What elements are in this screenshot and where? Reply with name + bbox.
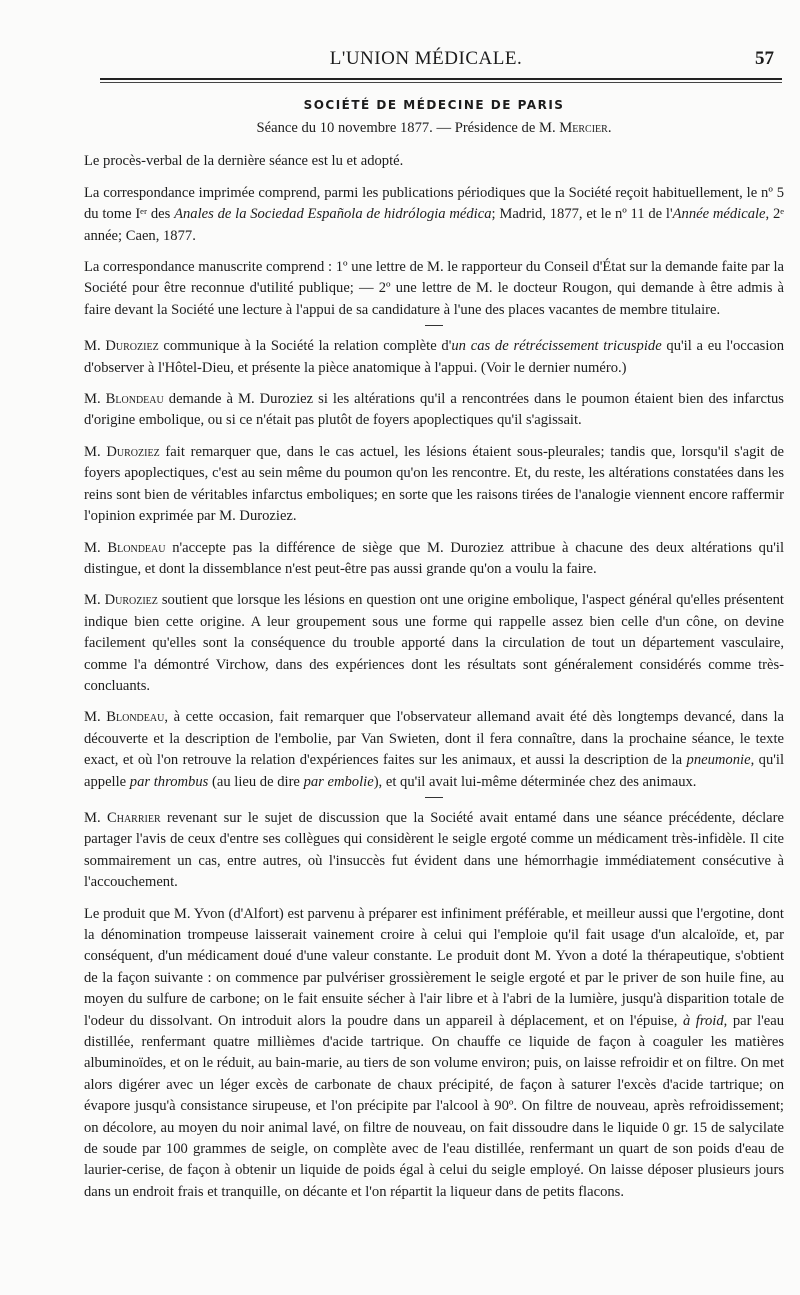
text-run: communique à la Société la relation complète d' <box>158 338 452 355</box>
text-run: M. <box>84 709 107 726</box>
text-run: , qu'il appelle <box>84 752 784 790</box>
paragraph <box>84 590 784 697</box>
paragraph <box>84 904 784 1204</box>
paragraph <box>84 336 784 379</box>
paragraph <box>84 538 784 581</box>
text-run: La correspondance manuscrite comprend : 1º une lettre de M. le rapporteur du Conseil d'État sur la demande faite par la Société pour être reconnue d'utilité publique; — 2º une lettre de M. le docteur Rougon, qui demande à être admis à faire devant la Société une lecture à l'appui de sa candidature à l'une des places vacantes de membre titulaire. <box>84 259 784 318</box>
text-run: ), et qu'il avait lui-même déterminée chez des animaux. <box>373 773 697 790</box>
text-run: demande à M. Duroziez si les altérations qu'il a rencontrées dans le poumon étaient bien des infarctus d'origine embolique, ou si ce n'était pas plutôt de foyers apoplectiques qu'il s'agissait. <box>84 391 784 429</box>
paragraph <box>84 442 784 528</box>
italic-text: Anales de la Sociedad Española de hidrólogia médica <box>174 206 492 223</box>
text-run: M. <box>84 443 107 460</box>
header-rule <box>100 78 782 80</box>
speaker-name: Duroziez <box>105 338 159 355</box>
text-run: M. <box>84 391 106 408</box>
italic-text: pneumonie <box>686 752 751 769</box>
text-run: , à cette occasion, fait remarquer que l'observateur allemand avait été dès longtemps devancé, dans la découverte et la description de l'embolie, par Van Swieten, dont il fera connaître, dans la prochaine séance, le texte exact, et où l'on retrouve la relation d'expériences faites sur les animaux, et aussi la description de la <box>84 709 784 769</box>
text-run: M. <box>84 539 108 556</box>
session-suffix: . <box>607 120 612 136</box>
text-run: n'accepte pas la différence de siège que M. Duroziez attribue à chacune des deux altérations qu'il distingue, et dont la dissemblance n'est peut-être pas aussi grande qu'on a voulu la faire. <box>84 539 785 577</box>
text-run: (au lieu de dire <box>208 773 304 790</box>
paragraph <box>84 151 784 172</box>
speaker-name: Duroziez <box>106 443 160 460</box>
italic-text: par embolie <box>303 773 374 790</box>
paragraph <box>84 389 784 432</box>
text-run: M. <box>84 338 106 355</box>
running-title: L'UNION MÉDICALE. <box>329 48 523 69</box>
paragraph <box>84 183 784 247</box>
text-run: Le procès-verbal de la dernière séance est lu et adopté. <box>84 153 404 170</box>
speaker-name: Duroziez <box>104 592 158 609</box>
speaker-name: Charrier <box>107 809 161 826</box>
running-head <box>70 46 782 76</box>
speaker-name: Blondeau <box>106 709 165 726</box>
text-run: Le produit que M. Yvon (d'Alfort) est parvenu à préparer est infiniment préférable, et meilleur aussi que l'ergotine, dont la dénomination trompeuse laisserait vainement croire à celui qui l'emploie qu'il fait usage d'un alcaloïde, et, par conséquent, d'un médicament doué d'une valeur constante. Le produit dont M. Yvon a doté la thérapeutique, s'obtient de la façon suivante : on commence par pulvériser grossièrement le seigle ergoté et par le priver de son huile fine, au moyen du sulfure de carbone; on le fait ensuite sécher à l'air libre et à l'abri de la lumière, jusqu'à disparition totale de l'odeur du dissolvant. On introduit alors la poudre dans un appareil à déplacement, et on l'épuise, <box>84 905 784 1029</box>
text-run: La correspondance imprimée comprend, parmi les publications périodiques que la Société reçoit habituellement, le nº 5 du tome Iᵉʳ des <box>84 184 784 223</box>
text-run: soutient que lorsque les lésions en question ont une origine embolique, l'aspect général qu'elles présentent indique bien cette origine. A leur groupement sous une forme qui rappelle assez bien celle d'un cône, on devine facilement qu'elles sont la conséquence du trouble apporté dans la circulation de tout un département vasculaire, comme l'a démontré Virchow, dans des expériences dont les résultats sont généralement considérés comme très-concluants. <box>84 592 784 694</box>
speaker-name: Blondeau <box>107 539 166 556</box>
italic-text: par thrombus <box>129 773 209 790</box>
text-run: qu'il a eu l'occasion d'observer à l'Hôtel-Dieu, et présente la pièce anatomique à l'appui. (Voir le dernier numéro.) <box>84 338 784 376</box>
paragraph <box>84 257 784 321</box>
section-title: SOCIÉTÉ DE MÉDECINE DE PARIS <box>303 98 565 112</box>
page-number: 57 <box>755 48 774 69</box>
section-divider <box>425 325 443 326</box>
text-run: , 2ᵉ année; Caen, 1877. <box>84 206 784 244</box>
text-run: M. <box>84 809 107 826</box>
session-prefix: Séance du 10 novembre 1877. — Présidence de M. <box>256 120 560 136</box>
session-president: Mercier <box>559 120 608 136</box>
italic-text: Année médicale <box>672 206 766 223</box>
paragraph <box>84 707 784 793</box>
session-line <box>84 118 784 139</box>
text-run: M. <box>84 592 105 609</box>
paragraph <box>84 808 784 894</box>
text-run: fait remarquer que, dans le cas actuel, les lésions étaient sous-pleurales; tandis que, lorsqu'il s'agit de foyers apoplectiques, c'est au sein même du poumon qu'on les rencontre. Et, du reste, les altérations constatées dans les reins sont bien de véritables infarctus emboliques; en sorte que les raisons tirées de l'analogie viennent encore raffermir l'opinion exprimée par M. Duroziez. <box>84 443 784 525</box>
italic-text: à froid <box>682 1012 724 1029</box>
text-run: revenant sur le sujet de discussion que la Société avait entamé dans une séance précédente, déclare partager l'avis de ceux d'entre ses collègues qui considèrent le seigle ergoté comme un médicament très-infidèle. Il cite sommairement un cas, entre autres, où l'insuccès fut évident dans une hémorrhagie immédiatement consécutive à l'accouchement. <box>84 809 784 891</box>
section-divider <box>425 797 443 798</box>
italic-text: un cas de rétrécissement tricuspide <box>451 338 662 355</box>
paragraph-list <box>84 151 784 1203</box>
speaker-name: Blondeau <box>105 391 164 408</box>
header-rule-thin <box>100 82 782 83</box>
article-body <box>84 96 784 1203</box>
text-run: , par l'eau distillée, renfermant quatre millièmes d'acide tartrique. On chauffe ce liquide de façon à coaguler les matières albuminoïdes, et on le réduit, au bain-marie, au tiers de son volume environ; puis, on laisse refroidir et on filtre. On met alors digérer avec un léger excès de carbonate de chaux précipité, de façon à saturer l'excès d'acide tartrique; on évapore jusqu'à consistance sirupeuse, et l'on précipite par l'alcool à 90º. On filtre de nouveau, après refroidissement; on décolore, au moyen du noir animal lavé, on filtre de nouveau, on fait dissoudre dans le liquide 0 gr. 15 de salycilate de soude par 100 grammes de seigle, on complète avec de l'eau distillée, renfermant un quart de son poids d'eau de laurier-cerise, de façon à obtenir un liquide de poids égal à celui du seigle employé. On laisse déposer plusieurs jours dans un endroit frais et tranquille, on décante et l'on répartit la liqueur dans de petits flacons. <box>84 1012 785 1200</box>
text-run: ; Madrid, 1877, et le nº 11 de l' <box>491 206 673 223</box>
